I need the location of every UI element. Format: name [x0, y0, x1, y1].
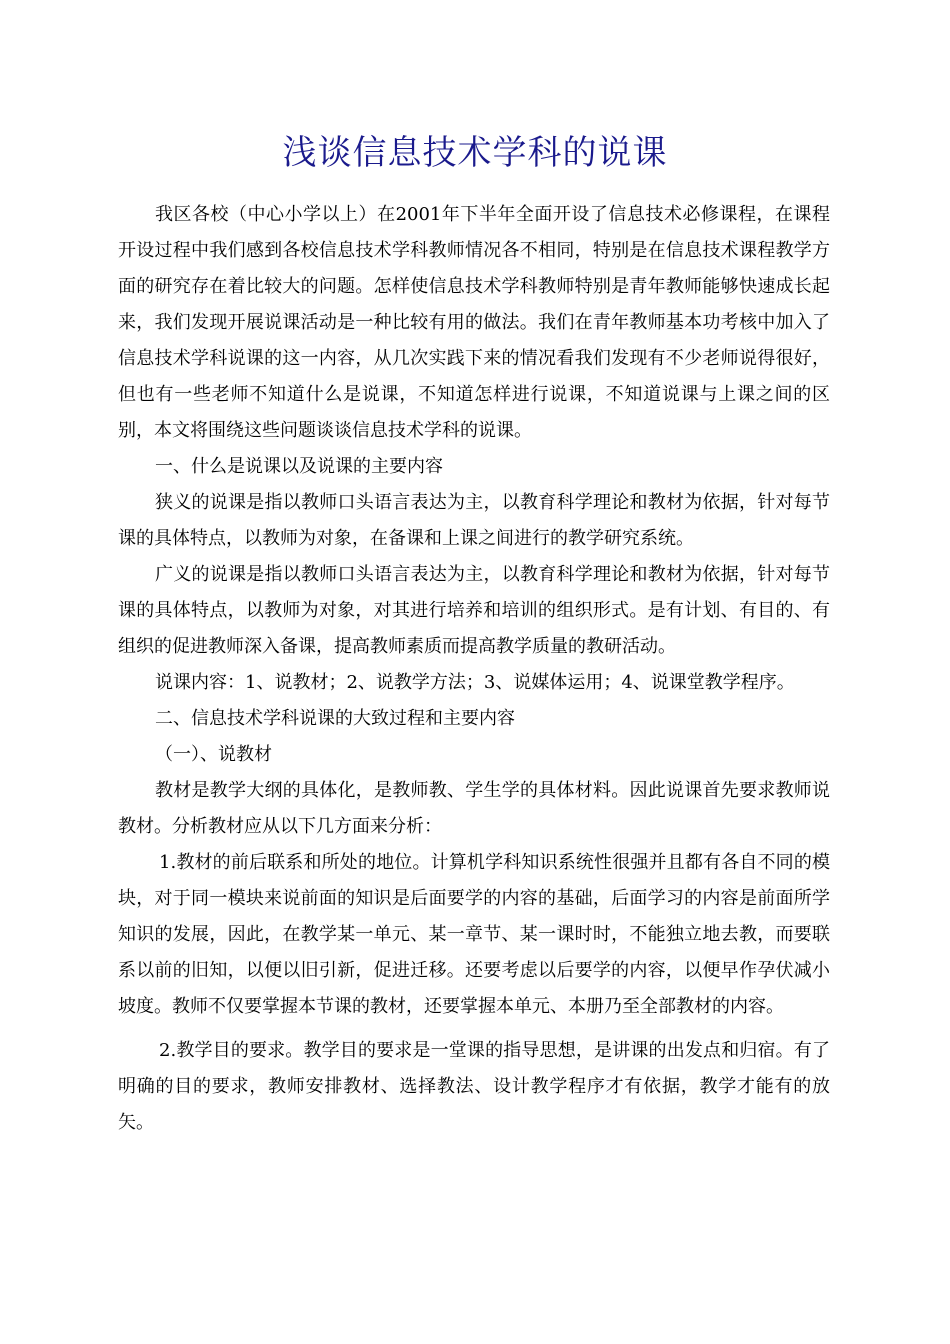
document-body	[118, 197, 830, 1141]
paragraph-content-list: 说课内容：1、说教材；2、说教学方法；3、说媒体运用；4、说课堂教学程序。	[155, 672, 795, 693]
section-heading-1: 一、什么是说课以及说课的主要内容	[155, 456, 443, 477]
section-heading-2: 二、信息技术学科说课的大致过程和主要内容	[155, 708, 515, 729]
paragraph-narrow-definition: 狭义的说课是指以教师口头语言表达为主，以教育科学理论和教材为依据，针对每节课的具体特点，以教师为对象，在备课和上课之间进行的教学研究系统。	[118, 492, 830, 549]
paragraph-textbook: 教材是教学大纲的具体化，是教师教、学生学的具体材料。因此说课首先要求教师说教材。分析教材应从以下几方面来分析：	[118, 780, 830, 837]
subsection-heading-1: （一）、说教材	[155, 744, 272, 765]
paragraph-point-1: 1.教材的前后联系和所处的地位。计算机学科知识系统性很强并且都有各自不同的模块，对于同一模块来说前面的知识是后面要学的内容的基础，后面学习的内容是前面所学知识的发展，因此，在教学某一单元、某一章节、某一课时时，不能独立地去教，而要联系以前的旧知，以便以旧引新，促进迁移。还要考虑以后要学的内容，以便早作孕伏减小坡度。教师不仅要掌握本节课的教材，还要掌握本单元、本册乃至全部教材的内容。	[118, 852, 830, 1017]
paragraph-point-2: 2.教学目的要求。教学目的要求是一堂课的指导思想，是讲课的出发点和归宿。有了明确的目的要求，教师安排教材、选择教法、设计教学程序才有依据，教学才能有的放矢。	[118, 1040, 830, 1133]
document-title: 浅谈信息技术学科的说课	[282, 133, 668, 173]
paragraph-broad-definition: 广义的说课是指以教师口头语言表达为主，以教育科学理论和教材为依据，针对每节课的具体特点，以教师为对象，对其进行培养和培训的组织形式。是有计划、有目的、有组织的促进教师深入备课，提高教师素质而提高教学质量的教研活动。	[118, 564, 830, 657]
paragraph-intro: 我区各校（中心小学以上）在2001年下半年全面开设了信息技术必修课程，在课程开设过程中我们感到各校信息技术学科教师情况各不相同，特别是在信息技术课程教学方面的研究存在着比较大的问题。怎样使信息技术学科教师特别是青年教师能够快速成长起来，我们发现开展说课活动是一种比较有用的做法。我们在青年教师基本功考核中加入了信息技术学科说课的这一内容，从几次实践下来的情况看我们发现有不少老师说得很好，但也有一些老师不知道什么是说课，不知道怎样进行说课，不知道说课与上课之间的区别，本文将围绕这些问题谈谈信息技术学科的说课。	[118, 204, 830, 441]
